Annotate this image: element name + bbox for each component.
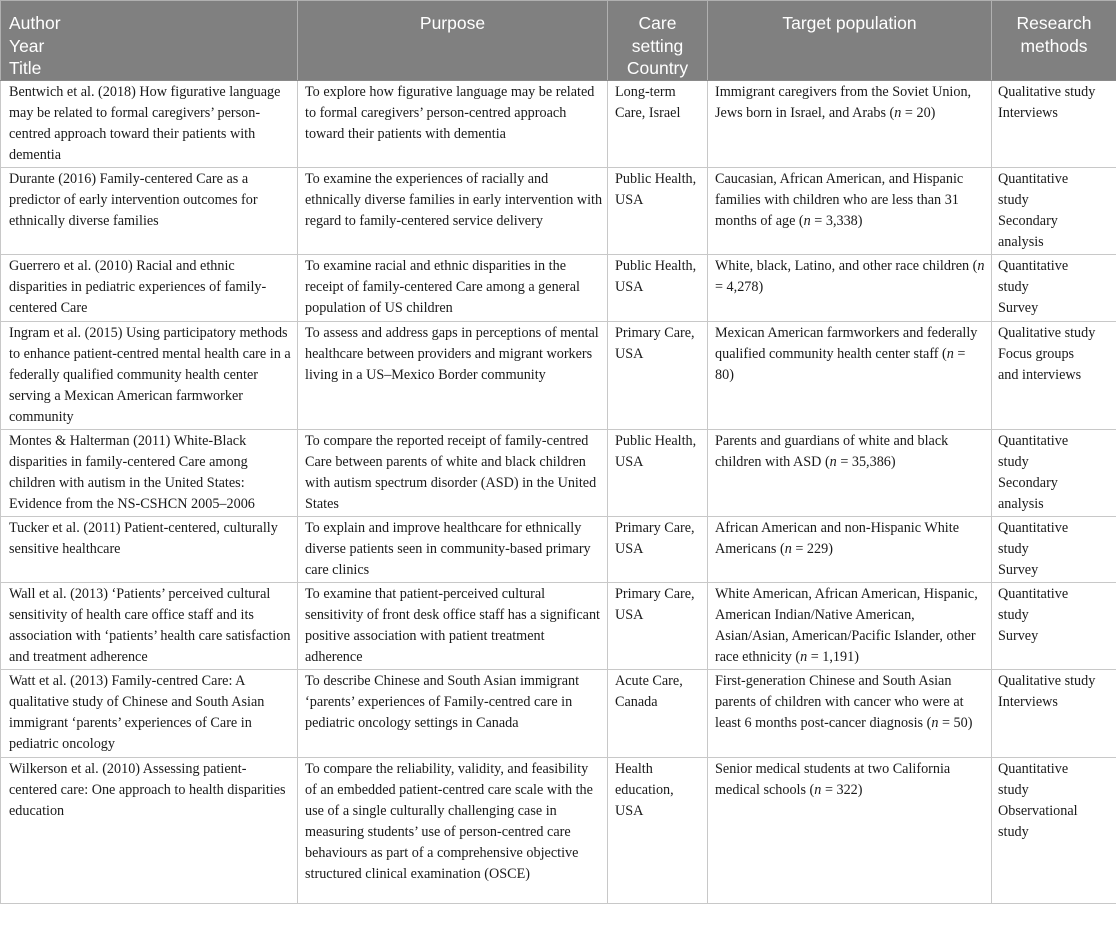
table-row	[1, 429, 1116, 516]
cell-care-setting: Public Health, USA	[608, 429, 708, 516]
cell-purpose: To examine the experiences of racially and ethnically diverse families in early intervention with regard to family-centered service delivery	[298, 167, 608, 254]
table-row	[1, 669, 1116, 757]
cell-purpose: To compare the reliability, validity, and feasibility of an embedded patient-centred care scale with the use of a single culturally challenging case in measuring students’ use of person-centred care behaviours as part of a comprehensive objective structured clinical examination (OSCE)	[298, 757, 608, 903]
cell-purpose: To examine racial and ethnic disparities in the receipt of family-centered Care among a general population of US children	[298, 254, 608, 321]
cell-target-population: Immigrant caregivers from the Soviet Union, Jews born in Israel, and Arabs (n = 20)	[708, 80, 992, 167]
cell-care-setting: Public Health, USA	[608, 167, 708, 254]
cell-target-population: Caucasian, African American, and Hispanic families with children who are less than 31 months of age (n = 3,338)	[708, 167, 992, 254]
cell-care-setting: Public Health, USA	[608, 254, 708, 321]
cell-author-title: Wilkerson et al. (2010) Assessing patient-centered care: One approach to health disparities education	[1, 757, 298, 903]
cell-author-title: Watt et al. (2013) Family-centred Care: A qualitative study of Chinese and South Asian immigrant ‘parents’ experiences of Care in pediatric oncology	[1, 669, 298, 757]
table-body	[1, 80, 1116, 903]
cell-research-methods: Qualitative study Interviews	[992, 669, 1116, 757]
header-row	[1, 1, 1116, 81]
cell-research-methods: Quantitative study Secondary analysis	[992, 167, 1116, 254]
table-header	[1, 1, 1116, 81]
cell-purpose: To compare the reported receipt of family-centred Care between parents of white and black children with autism spectrum disorder (ASD) in the United States	[298, 429, 608, 516]
table-row	[1, 757, 1116, 903]
cell-author-title: Ingram et al. (2015) Using participatory methods to enhance patient-centred mental health care in a federally qualified community health center serving a Mexican American farmworker community	[1, 321, 298, 429]
cell-research-methods: Quantitative study Secondary analysis	[992, 429, 1116, 516]
table-row	[1, 80, 1116, 167]
cell-target-population: White, black, Latino, and other race children (n = 4,278)	[708, 254, 992, 321]
cell-research-methods: Qualitative study Interviews	[992, 80, 1116, 167]
cell-care-setting: Acute Care, Canada	[608, 669, 708, 757]
cell-research-methods: Quantitative study Survey	[992, 516, 1116, 582]
n-symbol: n	[800, 648, 808, 665]
cell-author-title: Guerrero et al. (2010) Racial and ethnic disparities in pediatric experiences of family-centered Care	[1, 254, 298, 321]
cell-purpose: To describe Chinese and South Asian immigrant ‘parents’ experiences of Family-centred care in pediatric oncology settings in Canada	[298, 669, 608, 757]
cell-purpose: To examine that patient-perceived cultural sensitivity of front desk office staff has a significant positive association with patient treatment adherence	[298, 582, 608, 669]
n-symbol: n	[977, 257, 985, 274]
cell-care-setting: Primary Care, USA	[608, 321, 708, 429]
cell-purpose: To explore how figurative language may be related to formal caregivers’ person-centred approach toward their patients with dementia	[298, 80, 608, 167]
header-author-year-title: Author Year Title	[1, 1, 298, 81]
cell-author-title: Montes & Halterman (2011) White-Black disparities in family-centered Care among children with autism in the United States: Evidence from the NS-CSHCN 2005–2006	[1, 429, 298, 516]
cell-care-setting: Health education, USA	[608, 757, 708, 903]
header-research-methods: Research methods	[992, 1, 1116, 81]
cell-author-title: Durante (2016) Family-centered Care as a predictor of early intervention outcomes for ethnically diverse families	[1, 167, 298, 254]
cell-care-setting: Primary Care, USA	[608, 582, 708, 669]
cell-author-title: Wall et al. (2013) ‘Patients’ perceived cultural sensitivity of health care office staff and its association with ‘patients’ health care satisfaction and treatment adherence	[1, 582, 298, 669]
table-row	[1, 167, 1116, 254]
header-purpose: Purpose	[298, 1, 608, 81]
cell-research-methods: Quantitative study Observational study	[992, 757, 1116, 903]
cell-research-methods: Qualitative study Focus groups and interviews	[992, 321, 1116, 429]
cell-research-methods: Quantitative study Survey	[992, 254, 1116, 321]
cell-target-population: African American and non-Hispanic White Americans (n = 229)	[708, 516, 992, 582]
cell-target-population: Senior medical students at two California medical schools (n = 322)	[708, 757, 992, 903]
cell-target-population: First-generation Chinese and South Asian parents of children with cancer who were at least 6 months post-cancer diagnosis (n = 50)	[708, 669, 992, 757]
n-symbol: n	[814, 781, 822, 798]
n-symbol: n	[803, 212, 811, 229]
cell-target-population: White American, African American, Hispanic, American Indian/Native American, Asian/Asian, American/Pacific Islander, other race ethnicity (n = 1,191)	[708, 582, 992, 669]
cell-purpose: To assess and address gaps in perceptions of mental healthcare between providers and migrant workers living in a US–Mexico Border community	[298, 321, 608, 429]
table-row	[1, 582, 1116, 669]
cell-research-methods: Quantitative study Survey	[992, 582, 1116, 669]
table-row	[1, 321, 1116, 429]
cell-target-population: Mexican American farmworkers and federally qualified community health center staff (n = 80)	[708, 321, 992, 429]
n-symbol: n	[931, 714, 939, 731]
table-row	[1, 254, 1116, 321]
cell-care-setting: Primary Care, USA	[608, 516, 708, 582]
n-symbol: n	[894, 104, 902, 121]
header-care-setting-country: Care setting Country	[608, 1, 708, 81]
cell-care-setting: Long-term Care, Israel	[608, 80, 708, 167]
cell-purpose: To explain and improve healthcare for ethnically diverse patients seen in community-based primary care clinics	[298, 516, 608, 582]
header-target-population: Target population	[708, 1, 992, 81]
cell-author-title: Tucker et al. (2011) Patient-centered, culturally sensitive healthcare	[1, 516, 298, 582]
n-symbol: n	[829, 453, 837, 470]
table-row	[1, 516, 1116, 582]
cell-author-title: Bentwich et al. (2018) How figurative language may be related to formal caregivers’ person-centred approach toward their patients with dementia	[1, 80, 298, 167]
n-symbol: n	[946, 345, 954, 362]
cell-target-population: Parents and guardians of white and black children with ASD (n = 35,386)	[708, 429, 992, 516]
n-symbol: n	[784, 540, 792, 557]
